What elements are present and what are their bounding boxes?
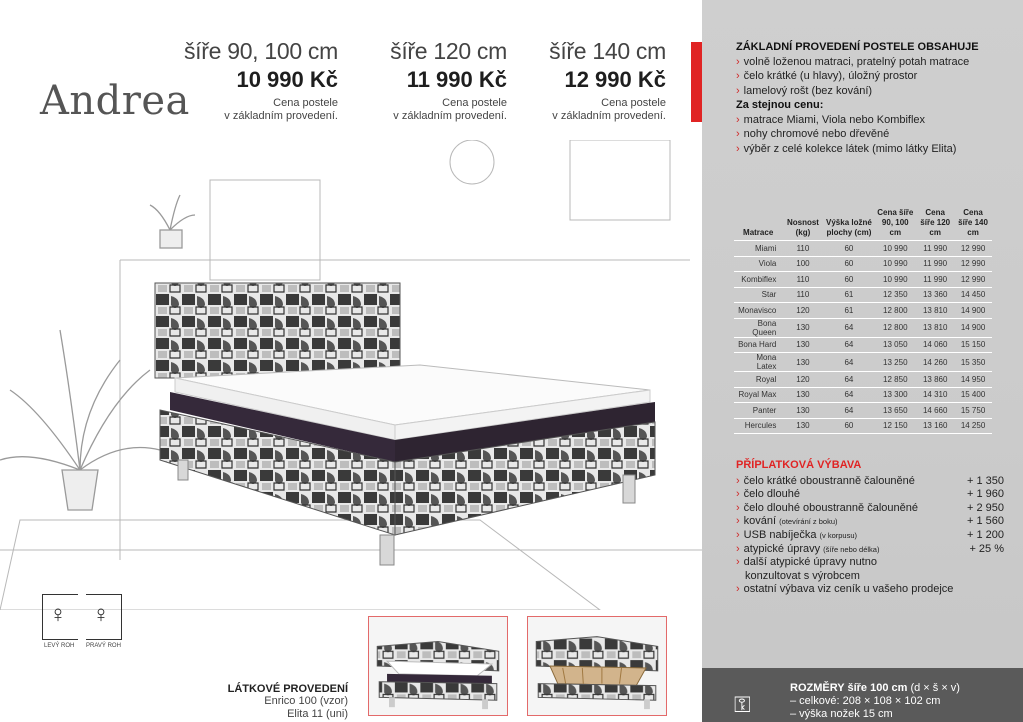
price-note: Cena postele v základním provedení. — [552, 97, 666, 122]
extras-label-text: čelo dlouhé — [743, 488, 800, 501]
table-row — [734, 372, 992, 388]
extras-label-text: ostatní výbava viz ceník u vašeho prodejce — [743, 583, 954, 596]
extras-label — [736, 556, 877, 570]
product-title: Andrea — [40, 78, 190, 124]
table-cell: 14 060 — [916, 337, 954, 353]
table-cell: 12 990 — [954, 256, 992, 272]
table-cell: 64 — [824, 337, 875, 353]
extras-item — [736, 515, 1004, 529]
price-value: 10 990 Kč — [236, 67, 338, 92]
extras-price: + 1 960 — [966, 488, 1004, 501]
extras-list — [736, 475, 1004, 597]
table-header: Cena šíře 140 cm — [954, 206, 992, 241]
extras-item — [736, 570, 1004, 584]
extras-label — [736, 488, 800, 502]
table-cell: 64 — [824, 387, 875, 403]
mattress-table — [734, 206, 992, 434]
extras-note: (v korpusu) — [819, 530, 858, 540]
table-row — [734, 353, 992, 372]
table-cell: 11 990 — [916, 241, 954, 257]
table-cell: 14 260 — [916, 353, 954, 372]
table-cell: Panter — [734, 403, 782, 419]
table-cell: 60 — [824, 241, 875, 257]
left-corner-icon: ♀ — [42, 594, 78, 640]
price-block-90-100 — [178, 38, 338, 123]
right-corner-icon: ♀ — [86, 594, 122, 640]
dimensions-heading: ROZMĚRY šíře 100 cm — [790, 682, 908, 694]
table-cell: 61 — [824, 287, 875, 303]
extras-label — [736, 543, 879, 557]
table-cell: 110 — [782, 287, 823, 303]
extras-item — [736, 543, 1004, 557]
table-cell: Kombiflex — [734, 272, 782, 288]
table-cell: Viola — [734, 256, 782, 272]
extras-label — [736, 515, 838, 529]
table-cell: 15 150 — [954, 337, 992, 353]
extras-label — [736, 570, 860, 584]
extras-price: + 1 350 — [966, 474, 1004, 487]
table-row — [734, 387, 992, 403]
table-cell: 14 900 — [954, 318, 992, 337]
price-note: Cena postele v základním provedení. — [393, 97, 507, 122]
extras-price: + 25 % — [969, 542, 1004, 555]
table-cell: 64 — [824, 353, 875, 372]
extras-price: + 1 560 — [966, 515, 1004, 528]
table-header: Nosnost (kg) — [782, 206, 823, 241]
extras-item — [736, 475, 1004, 489]
table-row — [734, 256, 992, 272]
fabric-line: Enrico 100 (vzor) — [264, 695, 348, 707]
extras-heading: PŘÍPLATKOVÁ VÝBAVA — [736, 459, 862, 471]
table-row — [734, 318, 992, 337]
table-cell: 13 650 — [874, 403, 916, 419]
extras-label-text: další atypické úpravy nutno — [743, 556, 877, 569]
table-cell: 60 — [824, 418, 875, 434]
spec-panel — [702, 0, 1023, 722]
table-cell: 12 990 — [954, 241, 992, 257]
dimensions-footer — [702, 668, 1023, 722]
price-width: šíře 90, 100 cm — [183, 38, 338, 64]
table-cell: 64 — [824, 372, 875, 388]
table-cell: 130 — [782, 337, 823, 353]
table-cell: 15 400 — [954, 387, 992, 403]
table-cell: 12 990 — [954, 272, 992, 288]
key-icon: ⚿ — [734, 692, 751, 717]
extras-item — [736, 529, 1004, 543]
price-value: 12 990 Kč — [564, 67, 666, 92]
bed-variant-thumbnail — [368, 616, 508, 716]
table-cell: 13 160 — [916, 418, 954, 434]
same-price-heading: Za stejnou cenu: — [736, 99, 824, 111]
table-cell: 130 — [782, 318, 823, 337]
table-cell: 13 300 — [874, 387, 916, 403]
accent-bar — [691, 42, 702, 122]
table-cell: 14 660 — [916, 403, 954, 419]
extras-item — [736, 502, 1004, 516]
standard-item: › čelo krátké (u hlavy), úložný prostor — [736, 69, 1016, 84]
table-cell: 14 250 — [954, 418, 992, 434]
extras-label — [736, 583, 953, 597]
table-cell: 12 150 — [874, 418, 916, 434]
same-price-item: › matrace Miami, Viola nebo Kombiflex — [736, 113, 1016, 128]
standard-heading: ZÁKLADNÍ PROVEDENÍ POSTELE OBSAHUJE — [736, 41, 979, 53]
table-row — [734, 418, 992, 434]
table-header: Výška ložné plochy (cm) — [824, 206, 875, 241]
table-cell: 130 — [782, 387, 823, 403]
price-width: šíře 140 cm — [549, 38, 666, 64]
table-header: Cena šíře 90, 100 cm — [874, 206, 916, 241]
table-header: Matrace — [734, 206, 782, 241]
standard-item: › lamelový rošt (bez kování) — [736, 84, 1016, 99]
table-cell: Royal Max — [734, 387, 782, 403]
standard-item: › volně loženou matraci, pratelný potah matrace — [736, 55, 1016, 70]
bed-illustration — [0, 140, 702, 610]
table-cell: 12 350 — [874, 287, 916, 303]
dimensions-text — [790, 682, 960, 721]
table-row — [734, 287, 992, 303]
table-cell: 120 — [782, 303, 823, 319]
table-cell: 14 450 — [954, 287, 992, 303]
dimensions-suffix: (d × š × v) — [910, 682, 960, 694]
table-cell: 14 950 — [954, 372, 992, 388]
table-cell: 100 — [782, 256, 823, 272]
price-block-140 — [506, 38, 666, 123]
extras-note: (otevírání z boku) — [779, 517, 838, 527]
optional-extras — [736, 459, 1004, 597]
extras-item — [736, 556, 1004, 570]
price-block-120 — [347, 38, 507, 123]
table-row — [734, 337, 992, 353]
fabric-info — [200, 683, 348, 721]
dimensions-line: – výška nožek 15 cm — [790, 708, 893, 720]
extras-note: (šíře nebo délka) — [823, 544, 880, 554]
table-cell: 12 800 — [874, 303, 916, 319]
table-cell: Hercules — [734, 418, 782, 434]
price-value: 11 990 Kč — [406, 67, 507, 92]
standard-features — [736, 40, 1016, 156]
extras-label-text: konzultovat s výrobcem — [745, 569, 860, 582]
table-cell: 64 — [824, 318, 875, 337]
bed-storage-thumbnail — [527, 616, 667, 716]
dimensions-line: – celkové: 208 × 108 × 102 cm — [790, 695, 941, 707]
table-cell: Star — [734, 287, 782, 303]
table-cell: 64 — [824, 403, 875, 419]
right-corner-label: PRAVÝ ROH — [86, 643, 121, 649]
table-cell: Mona Latex — [734, 353, 782, 372]
extras-label-text: čelo krátké oboustranně čalouněné — [743, 474, 915, 487]
table-cell: Royal — [734, 372, 782, 388]
table-cell: 11 990 — [916, 272, 954, 288]
table-cell: Bona Queen — [734, 318, 782, 337]
extras-price: + 2 950 — [966, 501, 1004, 514]
table-row — [734, 272, 992, 288]
table-cell: 61 — [824, 303, 875, 319]
table-cell: 15 350 — [954, 353, 992, 372]
table-cell: 11 990 — [916, 256, 954, 272]
price-width: šíře 120 cm — [390, 38, 507, 64]
table-cell: Bona Hard — [734, 337, 782, 353]
table-cell: 60 — [824, 272, 875, 288]
table-body — [734, 241, 992, 434]
extras-label-text: čelo dlouhé oboustranně čalouněné — [743, 501, 918, 514]
same-price-item: › výběr z celé kolekce látek (mimo látky Elita) — [736, 142, 1016, 157]
extras-label-text: atypické úpravy — [743, 542, 821, 555]
table-cell: 10 990 — [874, 256, 916, 272]
table-cell: 13 810 — [916, 318, 954, 337]
table-row — [734, 241, 992, 257]
table-cell: 14 900 — [954, 303, 992, 319]
table-cell: 12 800 — [874, 318, 916, 337]
table-cell: 13 860 — [916, 372, 954, 388]
table-cell: 10 990 — [874, 241, 916, 257]
table-cell: 13 360 — [916, 287, 954, 303]
table-cell: 130 — [782, 418, 823, 434]
fabric-line: Elita 11 (uni) — [287, 708, 348, 720]
same-price-item: › nohy chromové nebo dřevěné — [736, 127, 1016, 142]
table-cell: 14 310 — [916, 387, 954, 403]
table-header-row — [734, 206, 992, 241]
table-cell: Miami — [734, 241, 782, 257]
extras-label — [736, 529, 857, 543]
table-cell: 110 — [782, 272, 823, 288]
extras-label-text: kování — [743, 515, 777, 528]
extras-label — [736, 502, 918, 516]
table-cell: 110 — [782, 241, 823, 257]
table-cell: 12 850 — [874, 372, 916, 388]
table-cell: 13 250 — [874, 353, 916, 372]
extras-label-text: USB nabíječka — [743, 528, 817, 541]
table-cell: 10 990 — [874, 272, 916, 288]
table-header: Cena šíře 120 cm — [916, 206, 954, 241]
extras-item — [736, 488, 1004, 502]
left-corner-label: LEVÝ ROH — [44, 643, 75, 649]
extras-price: + 1 200 — [966, 528, 1004, 541]
table-cell: 130 — [782, 403, 823, 419]
price-note: Cena postele v základním provedení. — [224, 97, 338, 122]
table-cell: 13 810 — [916, 303, 954, 319]
fabric-heading: LÁTKOVÉ PROVEDENÍ — [227, 683, 348, 695]
extras-label — [736, 475, 915, 489]
table-cell: 13 050 — [874, 337, 916, 353]
table-cell: 15 750 — [954, 403, 992, 419]
table-row — [734, 403, 992, 419]
table-cell: 120 — [782, 372, 823, 388]
table-cell: Monavisco — [734, 303, 782, 319]
table-row — [734, 303, 992, 319]
table-cell: 60 — [824, 256, 875, 272]
table-cell: 130 — [782, 353, 823, 372]
extras-item — [736, 583, 1004, 597]
